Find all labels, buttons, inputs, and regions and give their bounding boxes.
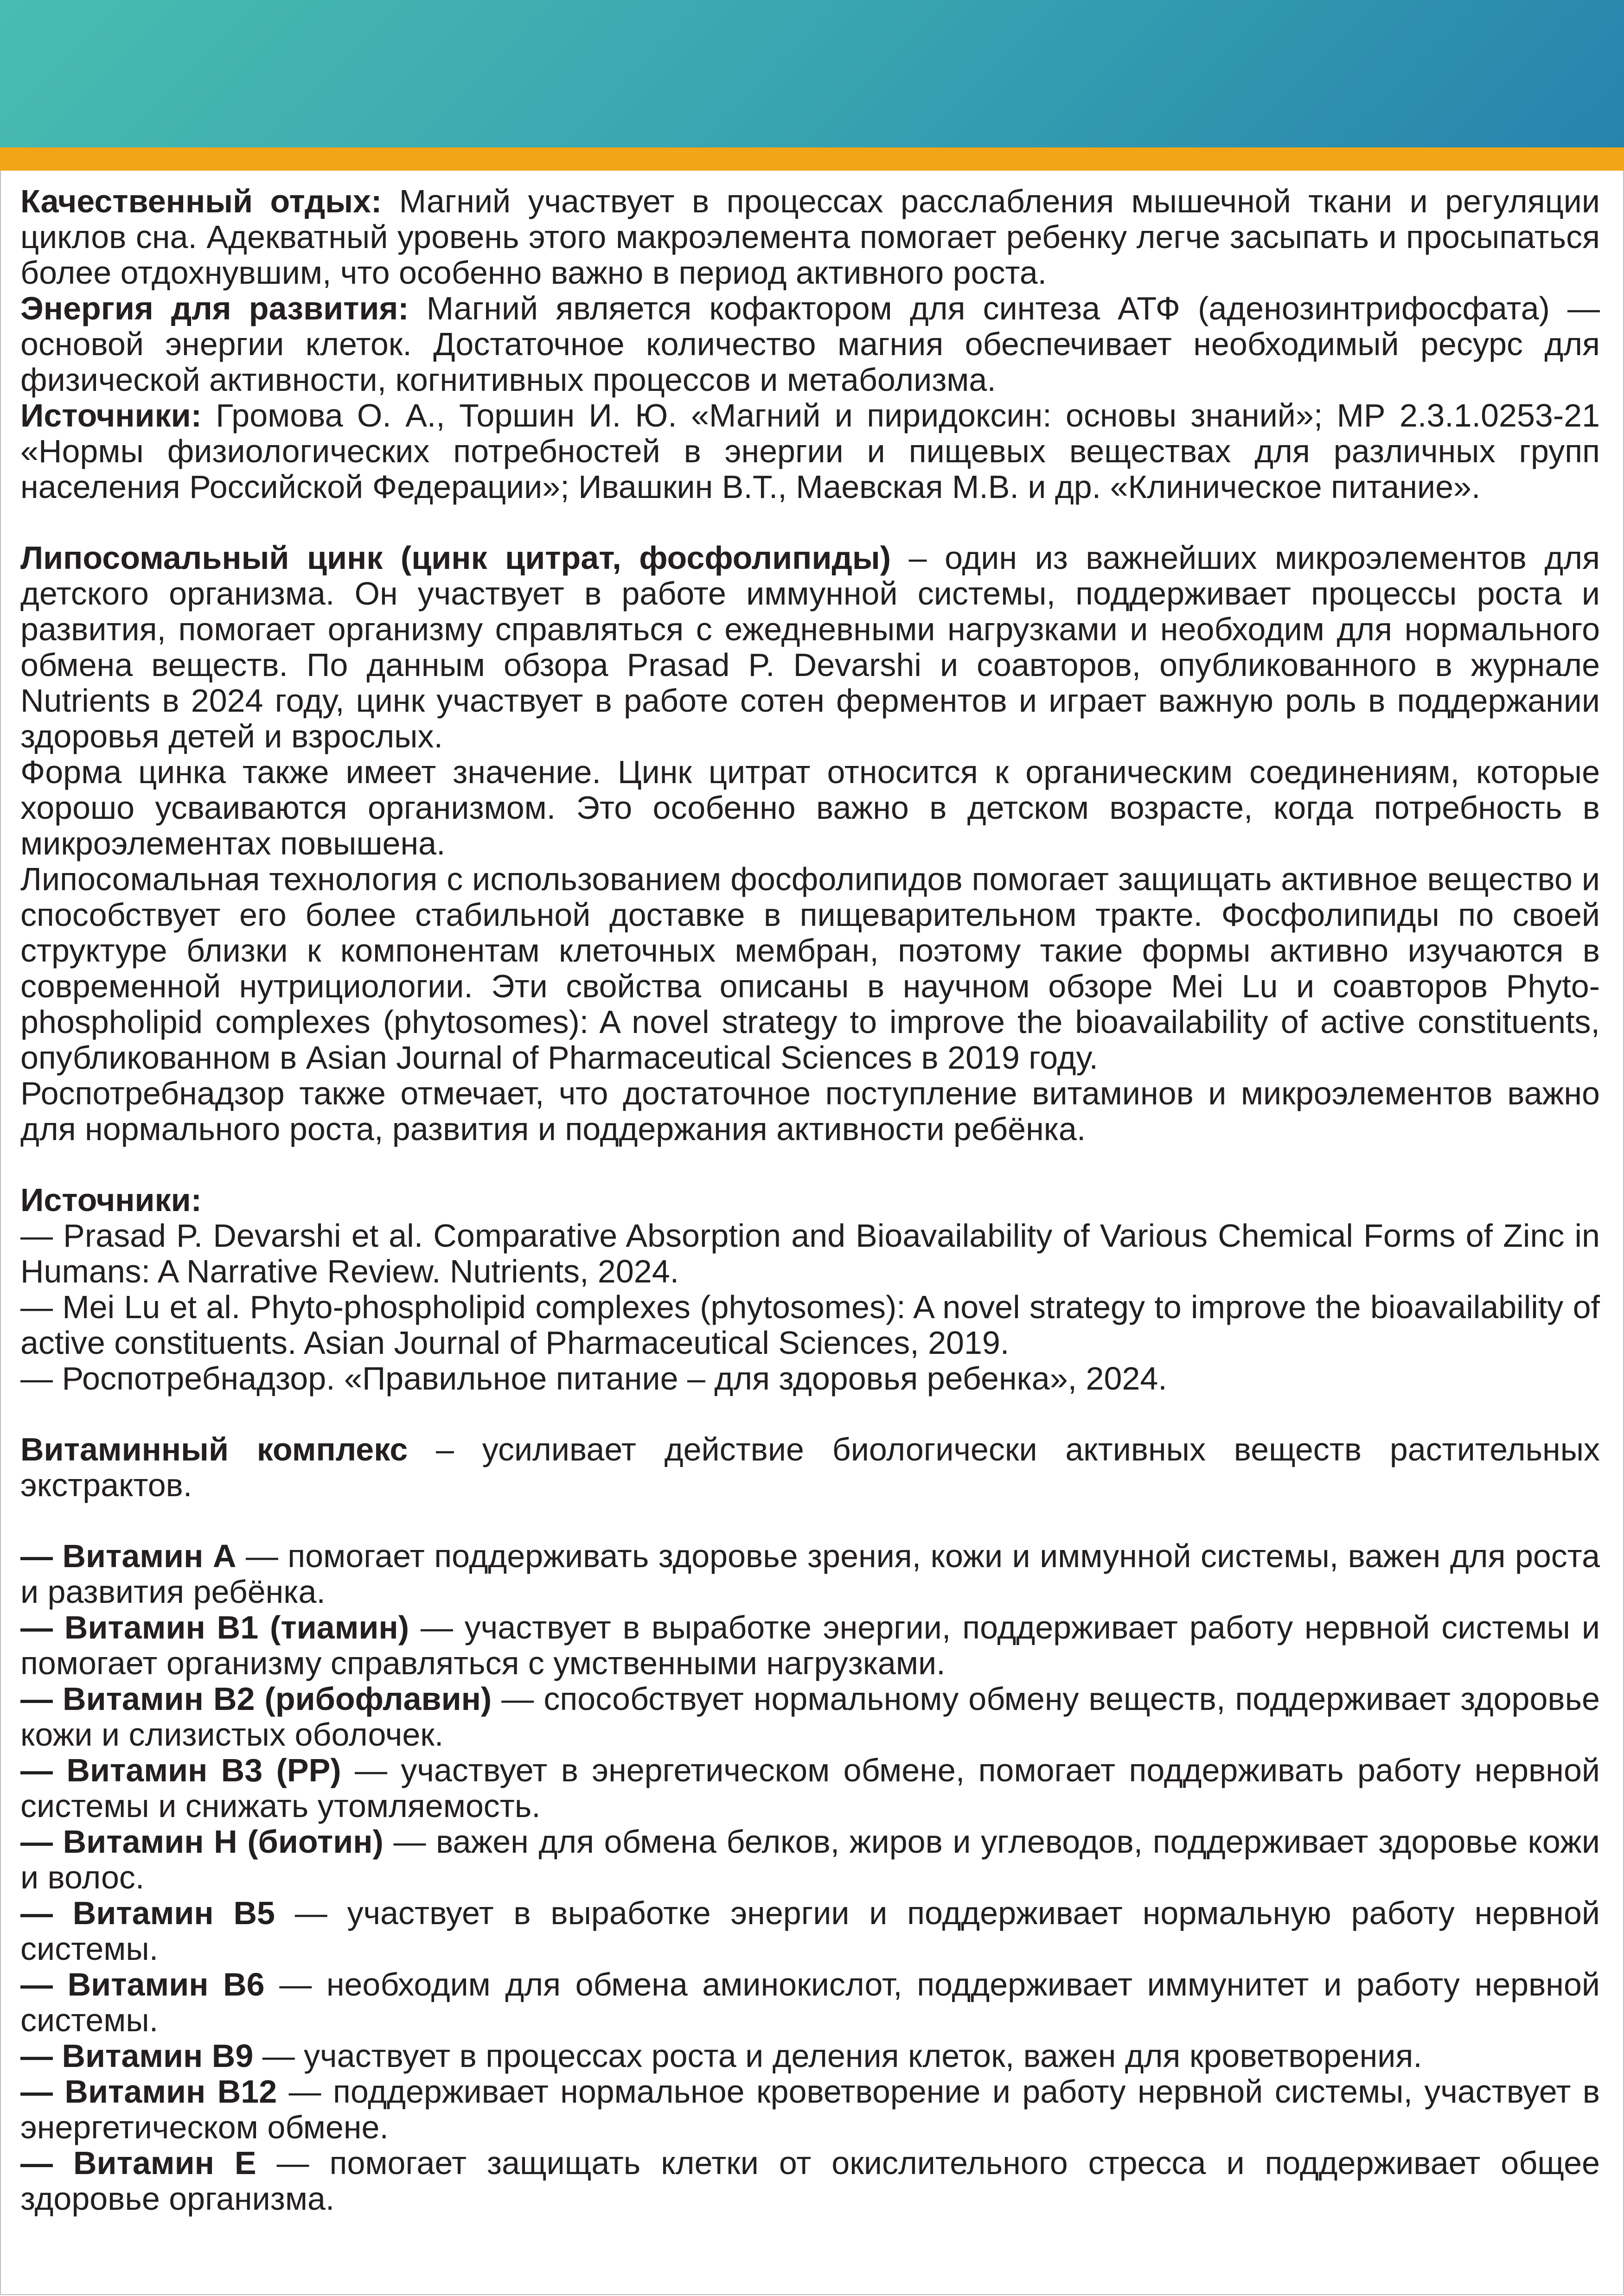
source-item: — Роспотребнадзор. «Правильное питание – для здоровья ребенка», 2024. <box>20 1360 1167 1397</box>
vitamin-name: — Витамин E <box>20 2145 256 2181</box>
vitamin-item <box>20 1681 1600 1753</box>
vitamin-description: — участвует в процессах роста и деления клеток, важен для кроветворения. <box>253 2038 1422 2074</box>
paragraph-text: Магний является кофактором для синтеза АТФ (аденозинтрифосфата) — основой энергии клеток. Достаточное количество магния обеспечивает необходимый ресурс для физической активности, когнитивных процессов и метаболизма. <box>20 290 1600 398</box>
vitamin-item <box>20 2074 1600 2145</box>
vitamin-item <box>20 2038 1600 2074</box>
vitamin-description: — необходим для обмена аминокислот, поддерживает иммунитет и работу нервной системы. <box>20 1966 1600 2038</box>
paragraph-text: Громова О. А., Торшин И. Ю. «Магний и пиридоксин: основы знаний»; МР 2.3.1.0253-21 «Нормы физиологических потребностей в энергии и пищевых веществах для различных групп населения Российской Федерации»; Ивашкин В.Т., Маевская М.В. и др. «Клиническое питание». <box>20 397 1600 505</box>
source-item: — Mei Lu et al. Phyto-phospholipid complexes (phytosomes): A novel strategy to improve the bioavailability of active constituents. Asian Journal of Pharmaceutical Sciences, 2019. <box>20 1289 1600 1361</box>
vitamin-name: — Витамин B6 <box>20 1966 265 2003</box>
magnesium-energy-paragraph <box>20 291 1600 398</box>
vitamin-description: — участвует в выработке энергии, поддерживает работу нервной системы и помогает организму справляться с умственными нагрузками. <box>20 1609 1600 1681</box>
paragraph-lead: Энергия для развития: <box>20 290 409 326</box>
vitamin-item <box>20 1610 1600 1681</box>
vitamin-name: — Витамин A <box>20 1538 237 1574</box>
zinc-liposomal-paragraph: Липосомальная технология с использованием фосфолипидов помогает защищать активное вещество и способствует его более стабильной доставке в пищеварительном тракте. Фосфолипиды по своей структуре близки к компонентам клеточных мембран, поэтому такие формы активно изучаются в современной нутрициологии. Эти свойства описаны в научном обзоре Mei Lu и соавторов Phyto-phospholipid complexes (phytosomes): A novel strategy to improve the bioavailability of active constituents, опубликованном в Asian Journal of Pharmaceutical Sciences в 2019 году. <box>20 861 1600 1076</box>
vitamin-description: — способствует нормальному обмену веществ, поддерживает здоровье кожи и слизистых оболочек. <box>20 1681 1600 1753</box>
magnesium-sources-paragraph <box>20 398 1600 505</box>
vitamin-description: — участвует в выработке энергии и поддерживает нормальную работу нервной системы. <box>20 1895 1600 1967</box>
vitamin-description: — помогает защищать клетки от окислительного стресса и поддерживает общее здоровье организма. <box>20 2145 1600 2217</box>
magnesium-rest-paragraph <box>20 184 1600 291</box>
zinc-form-paragraph: Форма цинка также имеет значение. Цинк цитрат относится к органическим соединениям, которые хорошо усваиваются организмом. Это особенно важно в детском возрасте, когда потребность в микроэлементах повышена. <box>20 754 1600 861</box>
section-spacer <box>20 505 1600 540</box>
paragraph-text: – один из важнейших микроэлементов для детского организма. Он участвует в работе иммунной системы, поддерживает процессы роста и развития, помогает организму справляться с ежедневными нагрузками и необходим для нормального обмена веществ. По данным обзора Prasad P. Devarshi и соавторов, опубликованного в журнале Nutrients в 2024 году, цинк участвует в работе сотен ферментов и играет важную роль в поддержании здоровья детей и взрослых. <box>20 540 1600 754</box>
vitamin-item <box>20 2145 1600 2217</box>
vitamins-intro-paragraph <box>20 1432 1600 1503</box>
header-band <box>0 0 1624 147</box>
vitamin-name: — Витамин B2 (рибофлавин) <box>20 1681 492 1717</box>
source-item: — Prasad P. Devarshi et al. Comparative Absorption and Bioavailability of Various Chemical Forms of Zinc in Humans: A Narrative Review. Nutrients, 2024. <box>20 1218 1600 1289</box>
vitamin-item <box>20 1753 1600 1824</box>
vitamin-description: — помогает поддерживать здоровье зрения, кожи и иммунной системы, важен для роста и развития ребёнка. <box>20 1538 1600 1610</box>
paragraph-lead: Качественный отдых: <box>20 183 382 219</box>
vitamin-description: — важен для обмена белков, жиров и углеводов, поддерживает здоровье кожи и волос. <box>20 1824 1600 1895</box>
paragraph-lead: Витаминный комплекс <box>20 1431 408 1467</box>
vitamin-name: — Витамин H (биотин) <box>20 1824 384 1860</box>
header-accent-stripe <box>0 147 1624 171</box>
vitamin-name: — Витамин B9 <box>20 2038 254 2074</box>
sources-heading: Источники: <box>20 1182 202 1218</box>
vitamin-item <box>20 1967 1600 2038</box>
document-body <box>20 184 1600 2217</box>
vitamin-name: — Витамин B12 <box>20 2073 277 2110</box>
vitamin-name: — Витамин B3 (PP) <box>20 1752 341 1788</box>
vitamin-item <box>20 1538 1600 1610</box>
vitamin-description: — поддерживает нормальное кроветворение и работу нервной системы, участвует в энергетическом обмене. <box>20 2073 1600 2145</box>
paragraph-lead: Источники: <box>20 397 202 434</box>
section-spacer <box>20 1147 1600 1182</box>
vitamin-description: — участвует в энергетическом обмене, помогает поддерживать работу нервной системы и снижать утомляемость. <box>20 1752 1600 1824</box>
vitamin-name: — Витамин B1 (тиамин) <box>20 1609 409 1645</box>
vitamin-item <box>20 1895 1600 1967</box>
paragraph-text: Магний участвует в процессах расслабления мышечной ткани и регуляции циклов сна. Адекватный уровень этого макроэлемента помогает ребенку легче засыпать и просыпаться более отдохнувшим, что особенно важно в период активного роста. <box>20 183 1600 291</box>
section-spacer <box>20 1503 1600 1538</box>
vitamin-item <box>20 1824 1600 1895</box>
zinc-intro-paragraph <box>20 540 1600 754</box>
section-spacer <box>20 1397 1600 1432</box>
vitamin-name: — Витамин B5 <box>20 1895 275 1931</box>
zinc-rospotreb-paragraph: Роспотребнадзор также отмечает, что достаточное поступление витаминов и микроэлементов важно для нормального роста, развития и поддержания активности ребёнка. <box>20 1075 1600 1147</box>
paragraph-text: – усиливает действие биологически активных веществ растительных экстрактов. <box>20 1431 1600 1503</box>
paragraph-lead: Липосомальный цинк (цинк цитрат, фосфолипиды) <box>20 540 891 576</box>
